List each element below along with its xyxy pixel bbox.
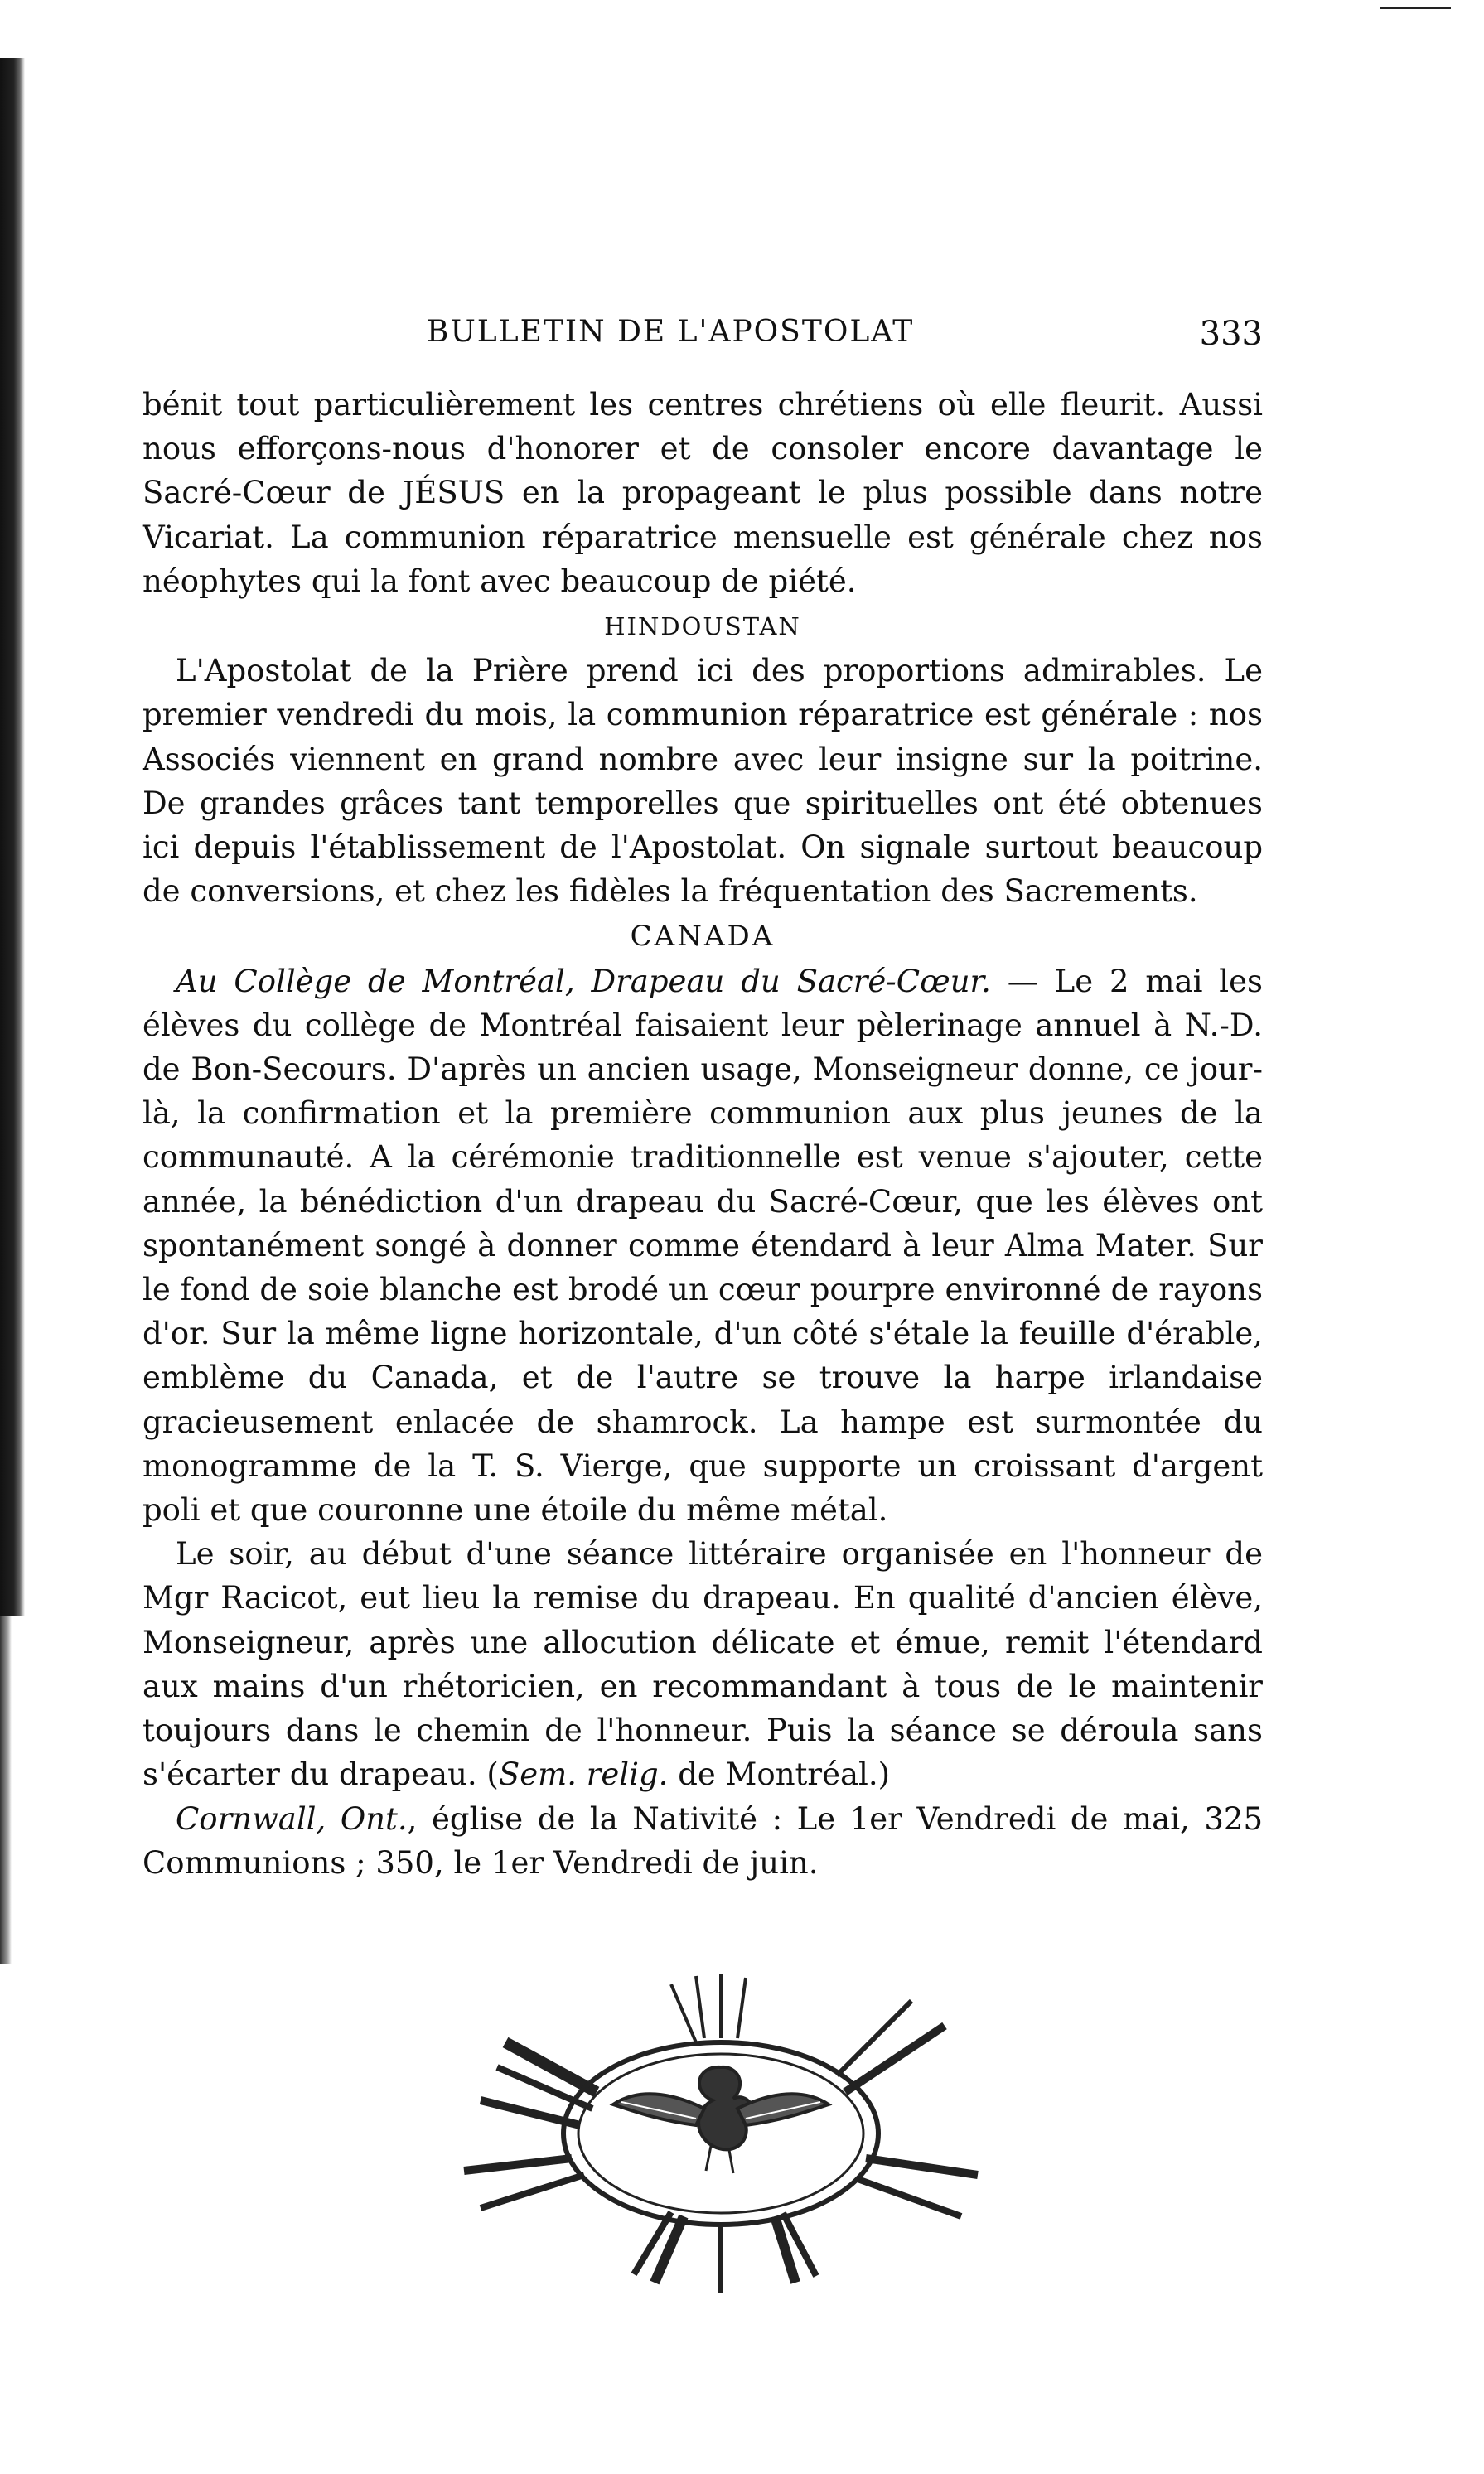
holy-spirit-dove-emblem (447, 1968, 994, 2299)
paragraph-cornwall (143, 1797, 1263, 1885)
paragraph-evening (143, 1532, 1263, 1796)
running-head (286, 315, 1263, 365)
montreal-lead-title: Au Collège de Montréal, Drapeau du Sacré-Cœur. (176, 963, 991, 999)
paragraph-montreal (143, 959, 1263, 1533)
montreal-body: — Le 2 mai les élèves du collège de Montréal faisaient leur pèlerinage annuel à N.-D. de Bon-Secours. D'après un ancien usage, Monseigneur donne, ce jour-là, la confirmation et la première communion aux plus jeunes de la communauté. A la cérémonie traditionnelle est venue s'ajouter, cette année, la bénédiction d'un drapeau du Sacré-Cœur, que les élèves ont spontanément songé à donner comme étendard à leur Alma Mater. Sur le fond de soie blanche est brodé un cœur pourpre environné de rayons d'or. Sur la même ligne horizontale, d'un côté s'étale la feuille d'érable, emblème du Canada, et de l'autre se trouve la harpe irlandaise gracieusement enlacée de shamrock. La hampe est surmontée du monogramme de la T. S. Vierge, que supporte un croissant d'argent poli et que couronne une étoile du même métal. (143, 963, 1263, 1529)
cornwall-place: Cornwall, Ont. (176, 1800, 408, 1837)
evening-tail: de Montréal.) (668, 1756, 891, 1793)
source-citation: Sem. relig. (498, 1756, 669, 1793)
evening-body: Le soir, au début d'une séance littéraire organisée en l'honneur de Mgr Racicot, eut lieu la remise du drapeau. En qualité d'ancien élève, Monseigneur, après une allocution délicate et émue, remit l'étendard aux mains d'un rhétoricien, en recommandant à tous de le maintenir toujours dans le chemin de l'honneur. Puis la séance se déroula sans s'écarter du drapeau. ( (143, 1536, 1263, 1793)
section-heading-canada: CANADA (630, 920, 776, 954)
paragraph-continuation: bénit tout particulièrement les centres chrétiens où elle fleurit. Aussi nous efforçons-nous d'honorer et de consoler encore davantage le Sacré-Cœur de JÉSUS en la propageant le plus possible dans notre Vicariat. La communion réparatrice mensuelle est générale chez nos néophytes qui la font avec beaucoup de piété. (143, 387, 1263, 599)
running-title: BULLETIN DE L'APOSTOLAT (427, 315, 915, 349)
body-text (143, 383, 1263, 1885)
cornwall-body: , église de la Nativité : Le 1er Vendredi de mai, 325 Communions ; 350, le 1er Vendredi de juin. (143, 1800, 1263, 1881)
section-heading-hindoustan: HINDOUSTAN (604, 612, 801, 641)
book-binding-shadow (0, 58, 25, 1616)
page-number: 333 (1199, 315, 1263, 353)
top-edge-mark (1380, 7, 1451, 9)
paragraph-hindoustan: L'Apostolat de la Prière prend ici des proportions admirables. Le premier vendredi du mois, la communion réparatrice est générale : nos Associés viennent en grand nombre avec leur insigne sur la poitrine. De grandes grâces tant temporelles que spirituelles ont été obtenues ici depuis l'établissement de l'Apostolat. On signale surtout beaucoup de conversions, et chez les fidèles la fréquentation des Sacrements. (143, 653, 1263, 910)
book-binding-shadow-lower (0, 1616, 12, 1964)
dove-icon (613, 2067, 829, 2173)
